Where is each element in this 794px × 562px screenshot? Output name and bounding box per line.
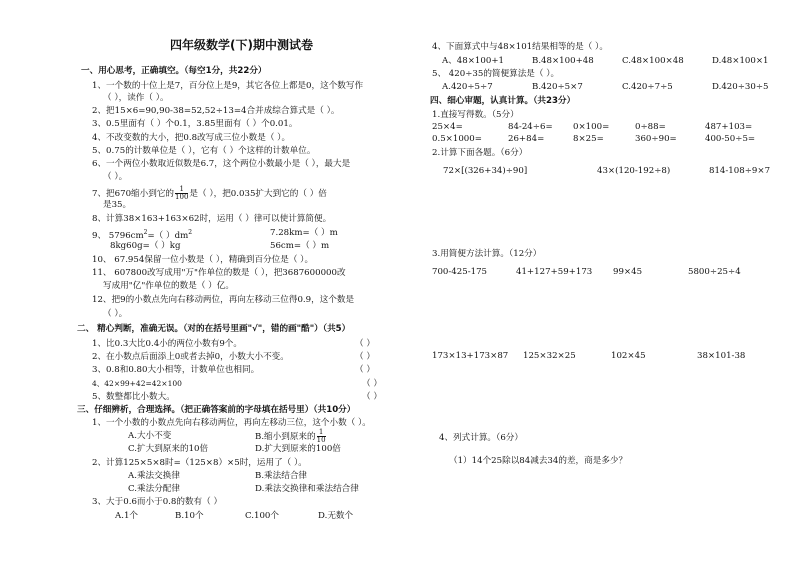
fraction-one-tenth: $\frac{1}{10}$ <box>316 428 326 444</box>
choice-4-option-d: D.48×100×1 <box>712 56 769 66</box>
choice-2-option-d: D.乘法交换律和乘法结合律 <box>255 484 359 494</box>
choice-5-option-c: C.420÷7÷5 <box>622 82 673 92</box>
choice-2-option-c: C.乘法分配律 <box>128 484 180 494</box>
question-1-9-part4: 56cm=（ ）m <box>270 241 330 251</box>
calc-3-item-6: 125×32×25 <box>523 351 576 361</box>
choice-4-option-c: C.48×100×48 <box>622 56 684 66</box>
calc-4-question-1: （1）14个25除以84减去34的差，商是多少？ <box>449 456 628 466</box>
question-1-3: 3、0.5里面有（ ）个0.1，3.85里面有（ ）个0.01。 <box>92 119 298 129</box>
calc-1-heading: 1.直接写得数。（5分） <box>432 110 519 120</box>
choice-5: 5、 420÷35的简便算法是（ ）。 <box>432 69 560 79</box>
choice-3-option-d: D.无数个 <box>318 511 354 521</box>
calc-3-item-4: 5800÷25÷4 <box>688 267 741 277</box>
calc-1-item-1: 25×4= <box>432 122 463 132</box>
question-1-10: 10、 67.954保留一位小数是（ ），精确到百分位是（ ）。 <box>92 255 314 265</box>
question-1-9-part2: 7.28km=（ ）m <box>270 228 338 238</box>
choice-1: 1、一个小数的小数点先向右移动两位，再向左移动三位，这个小数（ ）。 <box>92 418 371 428</box>
calc-2-item-2: 43×(120-192÷8) <box>597 166 671 176</box>
question-1-1-line2: （ ），读作（ ）。 <box>103 93 169 103</box>
question-1-7-text-a: 7、把670缩小到它的 <box>92 189 175 199</box>
choice-5-option-d: D.420÷30÷5 <box>712 82 769 92</box>
section-4-heading: 四、细心审题，认真计算。（共23分） <box>430 96 576 106</box>
question-1-9-part3: 8kg60g=（ ）kg <box>110 241 181 251</box>
judge-4: 4、42×99+42=42×100 <box>92 379 182 388</box>
choice-3-option-a: A.1个 <box>115 511 138 521</box>
question-1-12-line1: 12、把9的小数点先向右移动两位，再向左移动三位得0.9，这个数是 <box>92 295 355 305</box>
calc-1-item-3: 0×100= <box>573 122 610 132</box>
judge-1: 1、比0.3大比0.4小的两位小数有9个。 <box>92 339 242 349</box>
question-1-7-text-b: 是（ ），把0.035扩大到它的（ ）倍 <box>189 189 327 199</box>
calc-1-item-8: 8×25= <box>573 134 604 144</box>
judge-2-answer: （ ） <box>355 352 375 362</box>
choice-1-option-d: D.扩大到原来的100倍 <box>255 444 341 454</box>
choice-4-option-a: A、48×100+1 <box>442 56 505 66</box>
calc-3-heading: 3.用简便方法计算。（12分） <box>432 249 542 259</box>
section-2-heading: 二、 精心判断，准确无误。（对的在括号里画"√"，错的画"酷"）（共5） <box>77 324 351 334</box>
section-1-heading: 一、用心思考，正确填空。（每空1分，共22分） <box>81 66 267 76</box>
question-1-5: 5、0.75的计数单位是（ ），它有（ ）个这样的计数单位。 <box>92 146 316 156</box>
question-1-11-line2: 写成用"亿"作单位的数是（ ）亿。 <box>103 281 234 291</box>
choice-2-option-a: A.乘法交换律 <box>128 471 180 481</box>
choice-3-option-b: B.10个 <box>175 511 204 521</box>
calc-1-item-7: 26+84= <box>508 134 545 144</box>
question-1-12-line2: （ ）。 <box>103 309 128 319</box>
question-1-7-line2: 是35。 <box>103 200 132 210</box>
section-3-heading: 三、仔细辨析，合理选择。（把正确答案前的字母填在括号里）（共10分） <box>77 405 356 415</box>
calc-4-heading: 4、列式计算。（6分） <box>439 433 523 443</box>
choice-2: 2、计算125×5×8时=（125×8）×5时，运用了（ ）。 <box>92 458 307 468</box>
choice-3: 3、大于0.6而小于0.8的数有（ ） <box>92 497 223 507</box>
choice-4-option-b: B.48×100+48 <box>532 56 594 66</box>
question-1-9-part1: 9、 $5796cm^2=$（ ）$dm^2$ <box>92 229 193 241</box>
choice-5-option-a: A.420÷5÷7 <box>442 82 493 92</box>
calc-1-item-6: 0.5×1000= <box>432 134 482 144</box>
page-title: 四年级数学(下)期中测试卷 <box>170 38 313 52</box>
fraction-one-hundredth: $\frac{1}{100}$ <box>175 185 189 201</box>
judge-4-answer: （ ） <box>362 379 382 389</box>
choice-3-option-c: C.100个 <box>245 511 279 521</box>
choice-5-option-b: B.420÷5×7 <box>532 82 583 92</box>
calc-3-item-2: 41+127+59+173 <box>516 267 593 277</box>
question-1-11-line1: 11、 607800改写成用"万"作单位的数是（ ），把3687600000改 <box>92 268 346 278</box>
calc-2-item-1: 72×[(326+34)÷90] <box>443 166 528 176</box>
calc-1-item-9: 360÷90= <box>635 134 677 144</box>
choice-1-option-b: B.缩小到原来的 $\frac{1}{10}$ <box>255 428 326 444</box>
calc-1-item-10: 400-50÷5= <box>705 134 756 144</box>
question-1-7-line1 <box>92 186 327 201</box>
calc-3-item-7: 102×45 <box>611 351 646 361</box>
calc-2-item-3: 814-108÷9×7 <box>709 166 771 176</box>
calc-1-item-4: 0÷88= <box>635 122 666 132</box>
question-1-6-line2: （ ）。 <box>103 172 128 182</box>
calc-3-item-5: 173×13+173×87 <box>432 351 509 361</box>
judge-3-answer: （ ） <box>355 365 375 375</box>
judge-1-answer: （ ） <box>355 339 375 349</box>
choice-4: 4、下面算式中与48×101结果相等的是（ ）。 <box>432 42 608 52</box>
calc-3-item-3: 99×45 <box>613 267 643 277</box>
calc-3-item-8: 38×101-38 <box>697 351 746 361</box>
calc-1-item-2: 84-24÷6= <box>508 122 553 132</box>
question-1-6-line1: 6、一个两位小数取近似数是6.7，这个两位小数最小是（ ），最大是 <box>92 159 351 169</box>
question-1-2: 2、把15×6=90,90-38=52,52÷13=4合并成综合算式是（ ）。 <box>92 106 340 116</box>
question-1-8: 8、计算38×163+163×62时，运用（ ）律可以使计算简便。 <box>92 214 332 224</box>
choice-2-option-b: B.乘法结合律 <box>255 471 308 481</box>
calc-3-item-1: 700-425-175 <box>432 267 488 277</box>
judge-5: 5、数整都比小数大。 <box>92 392 175 402</box>
judge-3: 3、0.8和0.80大小相等，计数单位也相同。 <box>92 365 260 375</box>
question-1-4: 4、不改变数的大小，把0.8改写成三位小数是（ ）。 <box>92 133 291 143</box>
choice-1-option-c: C.扩大到原来的10倍 <box>128 444 209 454</box>
judge-2: 2、在小数点后面添上0或者去掉0，小数大小不变。 <box>92 352 289 362</box>
choice-1-option-a: A.大小不变 <box>128 431 172 441</box>
calc-2-heading: 2.计算下面各题。（6分） <box>432 148 528 158</box>
question-1-1-line1: 1、一个数的十位上是7，百分位上是9，其它各位上都是0，这个数写作 <box>92 81 364 91</box>
calc-1-item-5: 487+103= <box>705 122 753 132</box>
judge-5-answer: （ ） <box>362 392 382 402</box>
